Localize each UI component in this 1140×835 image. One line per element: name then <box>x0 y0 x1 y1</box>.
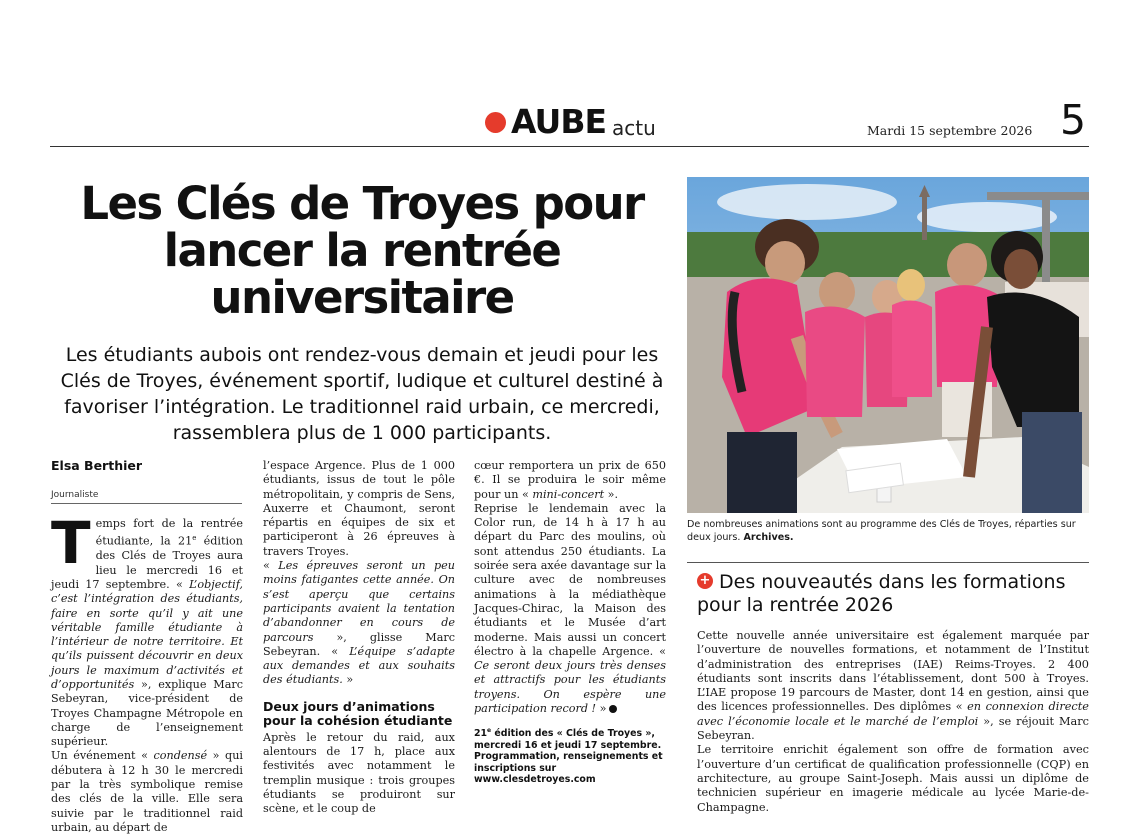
article-column-2 <box>263 459 455 817</box>
author-role: Journaliste <box>51 490 99 500</box>
article-column-3 <box>474 459 666 786</box>
author-name: Elsa Berthier <box>51 458 143 473</box>
column-1-paragraph-2: Un événement « condensé » qui débutera à 12 h 30 le mercredi par la très symbolique remise des clés de la ville. Elle sera suivie par le traditionnel raid urbain, au départ de <box>51 749 244 834</box>
event-website-link[interactable]: www.clesdetroyes.com <box>474 774 596 786</box>
section-dot-icon <box>485 112 506 133</box>
column-2-paragraph-2: Après le retour du raid, aux alentours de 17 h, place aux festivités avec notamment le tremplin musique : trois groupes étudiants se produiront sur scène, et le coup de <box>263 730 455 816</box>
photo-credit: Archives. <box>743 532 794 543</box>
column-2-paragraph-1: l’espace Argence. Plus de 1 000 étudiants, issus de tout le pôle métropolitain, y compris de Sens, Auxerre et Chaumont, seront répartis en équipes de six et participeront à 26 épreuves à travers Troyes. <box>263 459 455 558</box>
page-number: 5 <box>1060 96 1087 144</box>
photo-caption: De nombreuses animations sont au programme des Clés de Troyes, réparties sur deux jours. Archives. <box>687 519 1076 543</box>
column-1-paragraph-1: Temps fort de la rentrée étudiante, la 21e édition des Clés de Troyes aura lieu le mercredi 16 et jeudi 17 septembre. « L’objectif, c’est l’intégration des étudiants, faire en sorte qu’il y ait une véritable famille étudiante à l’intérieur de notre territoire. Et qu’ils puissent découvrir en deux jours le maximum d’activités et d’opportunités », explique Marc Sebeyran, vice-président de Troyes Champagne Métropole en charge de l’enseignement supérieur. <box>51 509 243 749</box>
article-photo <box>687 177 1089 513</box>
plus-icon: + <box>697 573 713 589</box>
students-photo-illustration <box>687 177 1089 513</box>
sidebar-rule <box>687 562 1089 563</box>
article-headline: Les Clés de Troyes pour lancer la rentrée universitaire <box>80 177 644 324</box>
sidebar-title: Des nouveautés dans les formations pour la rentrée 2026 <box>697 571 1066 616</box>
article-column-1 <box>51 509 244 835</box>
end-mark-icon <box>609 705 617 713</box>
section-label: actu <box>612 116 656 140</box>
column-2-quote: « Les épreuves seront un peu moins fatigantes cette année. On s’est aperçu que certains participants avaient la tentation d’abandonner en cours de parcours », glisse Marc Sebeyran. « L’équipe s’adapte aux demandes et aux souhaits des étudiants. » <box>263 559 455 687</box>
column-3-paragraph-1: cœur remportera un prix de 650 €. Il se produira le soir même pour un « mini-concert ». <box>474 459 666 501</box>
article-subheading: Deux jours d’animations pour la cohésion étudiante <box>263 698 453 728</box>
issue-date: Mardi 15 septembre 2026 <box>867 123 1033 138</box>
sidebar-paragraph-1: Cette nouvelle année universitaire est également marquée par l’ouverture de nouvelles formations, et notamment de l’Institut d’administration des entreprises (IAE) Reims-Troyes. 2 400 étudiants sont inscrits dans l’établissement, dont 500 à Troyes. L’IAE propose 19 parcours de Master, dont 14 en gestion, ainsi que des licences professionnelles. Des diplômes « en connexion directe avec l’économie locale et le marché de l’emploi », se réjouit Marc Sebeyran. <box>697 629 1089 743</box>
sidebar-body <box>697 629 1089 815</box>
article-deck: Les étudiants aubois ont rendez-vous demain et jeudi pour les Clés de Troyes, événement sportif, ludique et culturel destiné à favoriser l’intégration. Le traditionnel raid urbain, ce mercredi, rassemblera plus de 1 000 participants. <box>60 344 664 444</box>
column-3-paragraph-2: Reprise le lendemain avec la Color run, de 14 h à 17 h au départ du Parc des moulins, où sont attendus 250 étudiants. La soirée sera axée davantage sur la culture avec de nombreuses animations à la médiathèque Jacques-Chirac, la Maison des étudiants et le Musée d’art moderne. Mais aussi un concert électro à la chapelle Argence. « Ce seront deux jours très denses et attractifs pour les étudiants troyens. On espère une participation record ! » <box>474 501 666 716</box>
sidebar-paragraph-2: Le territoire enrichit également son offre de formation avec l’ouverture d’un certificat de qualification professionnelle (CQP) en architecture, au groupe Saint-Joseph. Mais aussi un diplôme de technicien supérieur en imagerie médicale au lycée Marie-de-Champagne. <box>697 743 1089 814</box>
event-info: 21e édition des « Clés de Troyes », mercredi 16 et jeudi 17 septembre. Programmation, renseignements et inscriptions sur www.clesdetroyes.com <box>474 727 663 786</box>
drop-cap: T <box>51 509 91 577</box>
header-rule <box>50 146 1089 147</box>
byline-rule <box>51 503 242 504</box>
section-brand: AUBE <box>511 102 607 141</box>
